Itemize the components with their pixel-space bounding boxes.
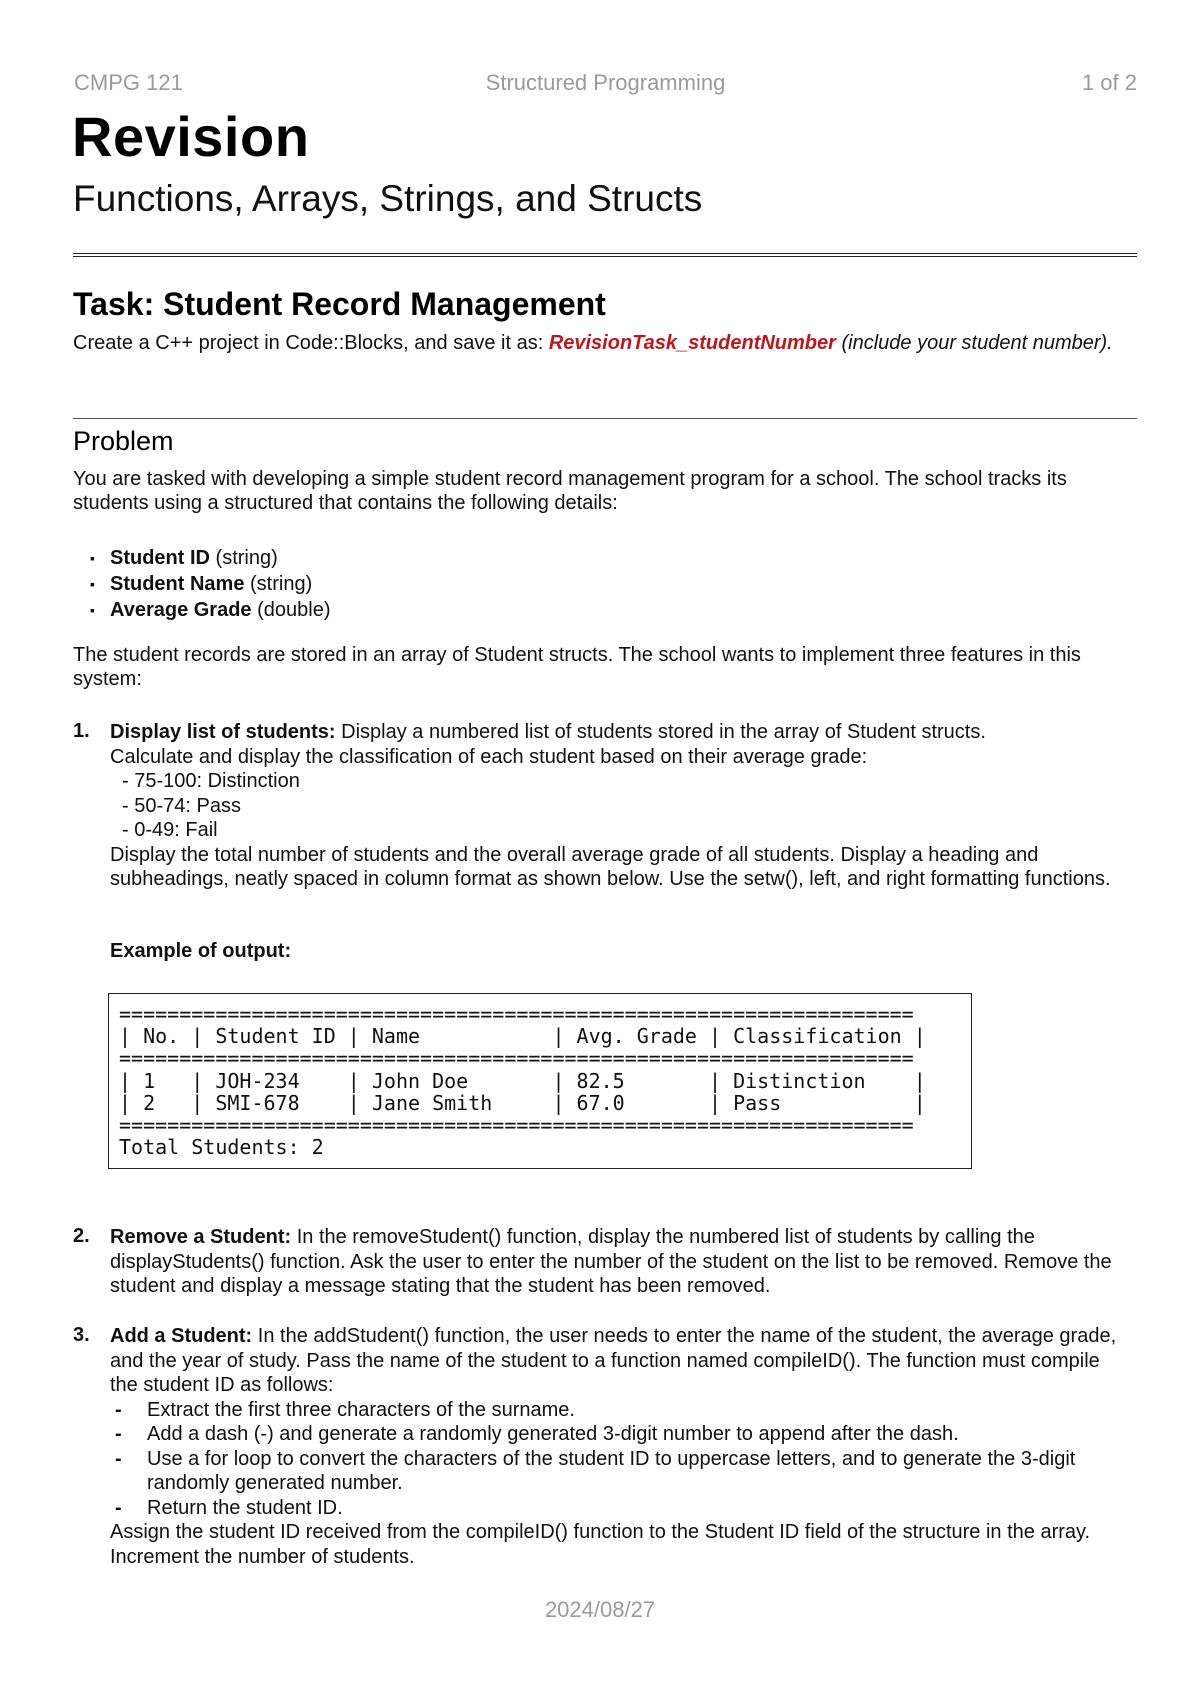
feature-text: Display the total number of students and the overall average grade of all students. Display a heading and subheadings, neatly spaced in column format as shown below. Use the setw(), left, and right formatting functions.: [110, 843, 1111, 890]
console-line: Total Students: 2: [119, 1135, 324, 1160]
feature-line: [110, 1324, 1130, 1398]
feature-number: 3.: [73, 1324, 90, 1346]
feature-number: 2.: [73, 1225, 90, 1247]
project-name: RevisionTask_studentNumber: [548, 332, 836, 354]
document-subtitle: Functions, Arrays, Strings, and Structs: [73, 178, 703, 219]
section-divider: [73, 418, 1137, 419]
step-text: Use a for loop to convert the characters of the student ID to uppercase letters, and to generate the 3-digit randomly generated number.: [147, 1447, 1076, 1494]
field-name: Student ID: [110, 547, 210, 569]
feature-number: 1.: [73, 720, 90, 742]
feature-title: Add a Student:: [110, 1325, 253, 1347]
field-type: (string): [210, 547, 278, 569]
field-type: (string): [244, 573, 313, 595]
page-header: [74, 70, 1137, 100]
document-title: Revision: [72, 105, 310, 168]
intro-suffix: (include your student number).: [835, 332, 1113, 354]
example-output-box: [108, 993, 972, 1169]
console-line: | 2 | SMI-678 | Jane Smith | 67.0 | Pass |: [119, 1090, 926, 1115]
feature-line: [110, 720, 1130, 745]
feature-title: Remove a Student:: [110, 1226, 292, 1248]
feature-remove-student: [110, 1225, 1130, 1299]
feature-text: Assign the student ID received from the compileID() function to the Student ID field of the structure in the array. Increment the number of students.: [110, 1521, 1091, 1568]
problem-paragraph-1: You are tasked with developing a simple student record management program for a school. The school tracks its students using a structured that contains the following details:: [73, 468, 1067, 514]
page-number: 1 of 2: [1081, 70, 1137, 95]
field-name: Average Grade: [110, 599, 252, 621]
step-text: Return the student ID.: [147, 1496, 343, 1519]
feature-line: Calculate and display the classification of each student based on their average grade:: [110, 745, 868, 768]
field-name: Student Name: [110, 573, 245, 595]
feature-title: Display list of students:: [110, 721, 336, 743]
list-item: - Extract the first three characters of the surname.: [115, 1398, 575, 1421]
task-heading: Task: Student Record Management: [73, 286, 606, 322]
list-item: - Add a dash (-) and generate a randomly generated 3-digit number to append after the dash.: [115, 1423, 959, 1445]
console-line: | 1 | JOH-234 | John Doe | 82.5 | Distinction |: [119, 1068, 926, 1093]
step-text: Add a dash (-) and generate a randomly generated 3-digit number to append after the dash.: [147, 1423, 959, 1445]
feature-text: Display a numbered list of students stored in the array of Student structs.: [335, 721, 986, 743]
console-line: ==================================================================: [119, 1046, 914, 1071]
list-item: [90, 545, 331, 571]
problem-paragraph-2: The student records are stored in an array of Student structs. The school wants to implement three features in this system:: [73, 644, 1081, 690]
field-list: [90, 545, 331, 623]
intro-prefix: Create a C++ project in Code::Blocks, and save it as:: [73, 332, 549, 354]
console-output: [119, 1003, 926, 1158]
step-text: Extract the first three characters of the surname.: [147, 1398, 575, 1421]
list-item: [90, 597, 331, 623]
title-divider: [73, 253, 1137, 257]
problem-heading: Problem: [73, 426, 174, 456]
list-item: - Use a for loop to convert the characters of the student ID to uppercase letters, and to generate the 3-digit randomly generated number.: [115, 1447, 1076, 1494]
subject-name: Structured Programming: [485, 70, 726, 95]
grade-band: - 75-100: Distinction: [122, 770, 300, 792]
console-line: ==================================================================: [119, 1113, 914, 1138]
feature-add-student: [110, 1324, 1130, 1569]
list-item: - Return the student ID.: [115, 1496, 343, 1519]
grade-band: - 50-74: Pass: [122, 794, 241, 817]
field-type: (double): [251, 599, 331, 621]
feature-text: In the removeStudent() function, display the numbered list of students by calling the displayStudents() function. Ask the user to enter the number of the student on the list to be removed. Remove the student and display a message stating that the student has been removed.: [110, 1226, 1112, 1297]
feature-text: In the addStudent() function, the user needs to enter the name of the student, the average grade, and the year of study. Pass the name of the student to a function named compileID(). The function must compile the student ID as follows:: [110, 1325, 1117, 1396]
example-label: Example of output:: [110, 940, 292, 962]
console-line: | No. | Student ID | Name | Avg. Grade | Classification |: [119, 1024, 926, 1049]
task-intro: [73, 330, 1137, 356]
feature-display-list: [110, 720, 1130, 892]
list-item: [90, 571, 331, 597]
footer-date: 2024/08/27: [544, 1597, 656, 1622]
console-line: ==================================================================: [119, 1002, 914, 1026]
grade-band: - 0-49: Fail: [122, 819, 218, 841]
course-code: CMPG 121: [74, 70, 183, 95]
